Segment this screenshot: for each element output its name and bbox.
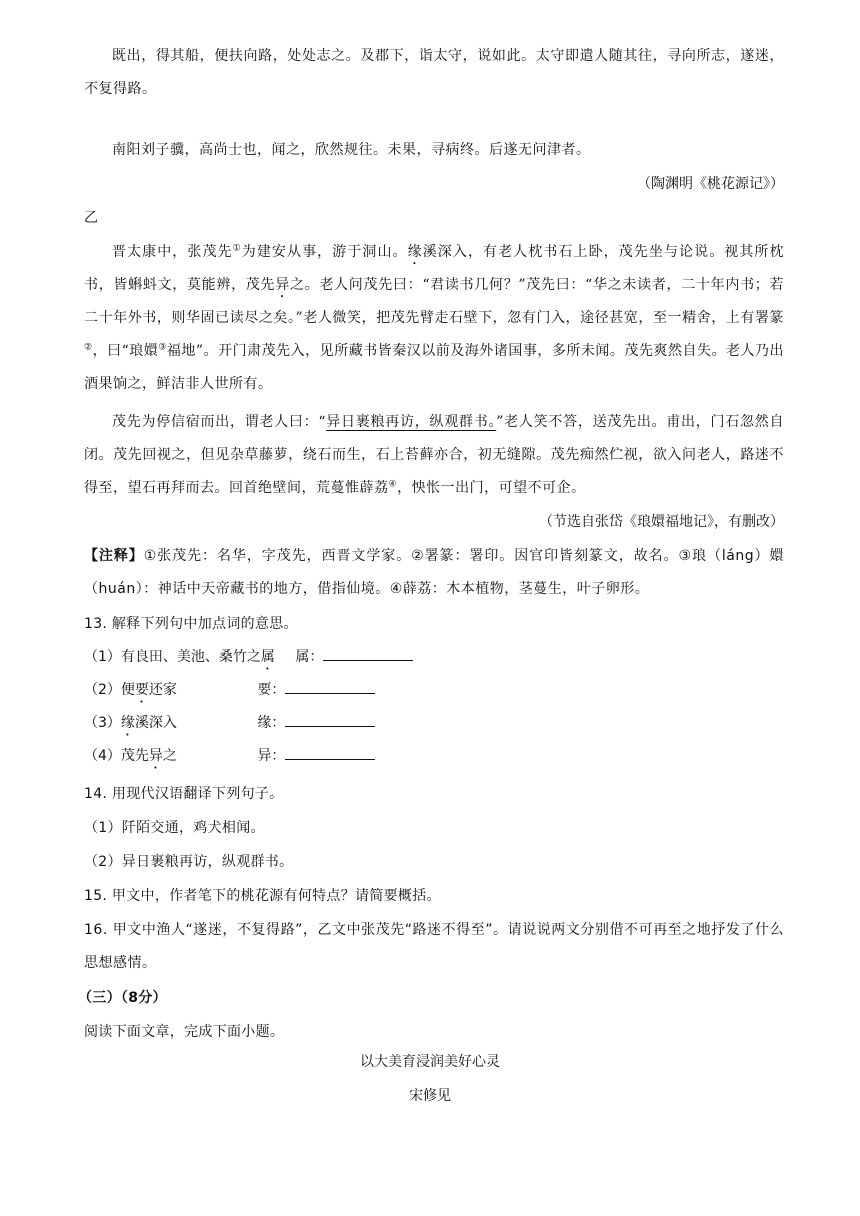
yi-p1-b: 为建安从事，游于洞山。	[241, 244, 408, 260]
q13-item-term	[121, 740, 253, 773]
q13-item-num: （2）	[84, 682, 121, 698]
jia-source: （陶渊明《桃花源记》）	[637, 176, 784, 192]
q13-item-3	[84, 707, 375, 740]
article-author: 宋修见	[409, 1088, 451, 1104]
q13-item-num: （1）	[84, 649, 121, 665]
q13-title: 13. 解释下列句中加点词的意思。	[84, 616, 298, 632]
term-pre: 茂先	[120, 748, 149, 764]
q13-item-key: 缘：	[257, 715, 286, 731]
note2-marker: ②	[84, 342, 93, 353]
q13-item-key: 异：	[257, 748, 286, 764]
q15-title: 15. 甲文中，作者笔下的桃花源有何特点？请简要概括。	[84, 888, 441, 904]
yi-paragraph-2	[84, 406, 784, 505]
q13-item-num: （3）	[84, 715, 121, 731]
term-post: 还家	[148, 682, 177, 698]
underlined-sentence: 异日裹粮再访，纵观群书。	[326, 414, 497, 430]
term-dotted: 异	[148, 748, 163, 764]
term-dotted: 属	[260, 649, 275, 665]
yi-p2-c: ，怏怅一出门，可望不可企。	[397, 480, 586, 496]
q13-item-2	[84, 674, 375, 707]
jia-p1-text: 既出，得其船，便扶向路，处处志之。及郡下，诣太守，说如此。太守即遣人随其往，寻向所志，遂迷，不复得路。	[84, 48, 784, 97]
q14-sentence-2: （2）异日裹粮再访，纵观群书。	[84, 854, 294, 870]
yi-label: 乙	[84, 210, 99, 226]
q13-item-term	[121, 674, 253, 707]
q13-item-4	[84, 740, 375, 773]
yi-source: （节选自张岱《琅嬛福地记》，有删改）	[539, 514, 784, 530]
section3-heading-text: （三）（8分）	[78, 990, 167, 1006]
yi-p1-f: 福地”。开门肃茂先入，见所藏书皆秦汉以前及海外诸国事，多所未闻。茂先爽然自失。老人乃出酒果饷之，鲜洁非人世所有。	[84, 343, 785, 392]
notes-block	[84, 540, 784, 606]
jia-p2-text: 南阳刘子骥，高尚士也，闻之，欣然规往。未果，寻病终。后遂无问津者。	[112, 142, 591, 158]
answer-blank[interactable]	[285, 679, 375, 694]
notes-label: 【注释】	[84, 548, 144, 564]
jia-paragraph-1	[84, 40, 784, 106]
q13-item-term	[121, 707, 253, 740]
dotted-word-yuan: 缘	[407, 244, 423, 260]
section3-instruction: 阅读下面文章，完成下面小题。	[84, 1024, 285, 1040]
q14-sentence-1: （1）阡陌交通，鸡犬相闻。	[84, 820, 265, 836]
q13-item-1	[84, 641, 413, 674]
note3-marker: ③	[158, 342, 167, 353]
yi-p1-c: 溪深入，有老人枕书石上卧，茂先坐与论说。视其所枕书，皆蝌蚪文，莫能辨，茂先	[84, 244, 785, 293]
yi-p1-e: ，曰“琅嬛	[92, 343, 159, 359]
term-dotted: 缘	[120, 715, 135, 731]
notes-text: ①张茂先：名华，字茂先，西晋文学家。②署篆：署印。因官印皆刻篆文，故名。③琅（láng）嬛（huán）：神话中天帝藏书的地方，借指仙境。④薜荔：木本植物，茎蔓生，叶子卵形。	[84, 548, 784, 597]
q13-item-term	[121, 641, 291, 674]
term-post: 溪深入	[134, 715, 177, 731]
answer-blank[interactable]	[285, 712, 375, 727]
q13-item-key: 要：	[257, 682, 286, 698]
q13-item-num: （4）	[84, 748, 121, 764]
term-pre: 有良田、美池、桑竹之	[120, 649, 261, 665]
answer-blank[interactable]	[285, 745, 375, 760]
q13-item-key: 属：	[295, 649, 324, 665]
q14-title: 14. 用现代汉语翻译下列句子。	[84, 786, 284, 802]
jia-paragraph-2	[84, 134, 784, 167]
article-title: 以大美育浸润美好心灵	[360, 1054, 500, 1070]
section3-heading	[78, 982, 167, 1015]
dotted-word-yi: 异	[275, 277, 290, 293]
yi-paragraph-1	[84, 236, 784, 401]
note1-marker: ①	[232, 243, 242, 254]
yi-p2-b: ”老人笑不答，送茂先出。甫出，门石忽然自闭。茂先回视之，但见杂草藤萝，绕石而生，石上苔藓亦合，初无缝隙。茂先痴然伫视，欲入问老人，路迷不得至，望石再拜而去。回首绝壁间，荒蔓惟薜荔	[84, 414, 785, 496]
term-pre: 便	[120, 682, 135, 698]
yi-p1-d: 之。老人问茂先曰：“君读书几何？”茂先曰：“华之未读者，二十年内书；若二十年外书，则华固已读尽之矣。”老人微笑，把茂先臂走石壁下，忽有门入，途径甚宽，至一精舍，上有署篆	[84, 277, 785, 326]
note4-marker: ④	[388, 479, 398, 490]
answer-blank[interactable]	[323, 646, 413, 661]
term-post: 之	[162, 748, 177, 764]
yi-p1-a: 晋太康中，张茂先	[112, 244, 233, 260]
yi-p2-a: 茂先为停信宿而出，谓老人曰：“	[112, 414, 327, 430]
term-dotted: 要	[134, 682, 149, 698]
q16-title: 16. 甲文中渔人“遂迷，不复得路”，乙文中张茂先“路迷不得至”。请说说两文分别借不可再至之地抒发了什么思想感情。	[84, 922, 784, 971]
